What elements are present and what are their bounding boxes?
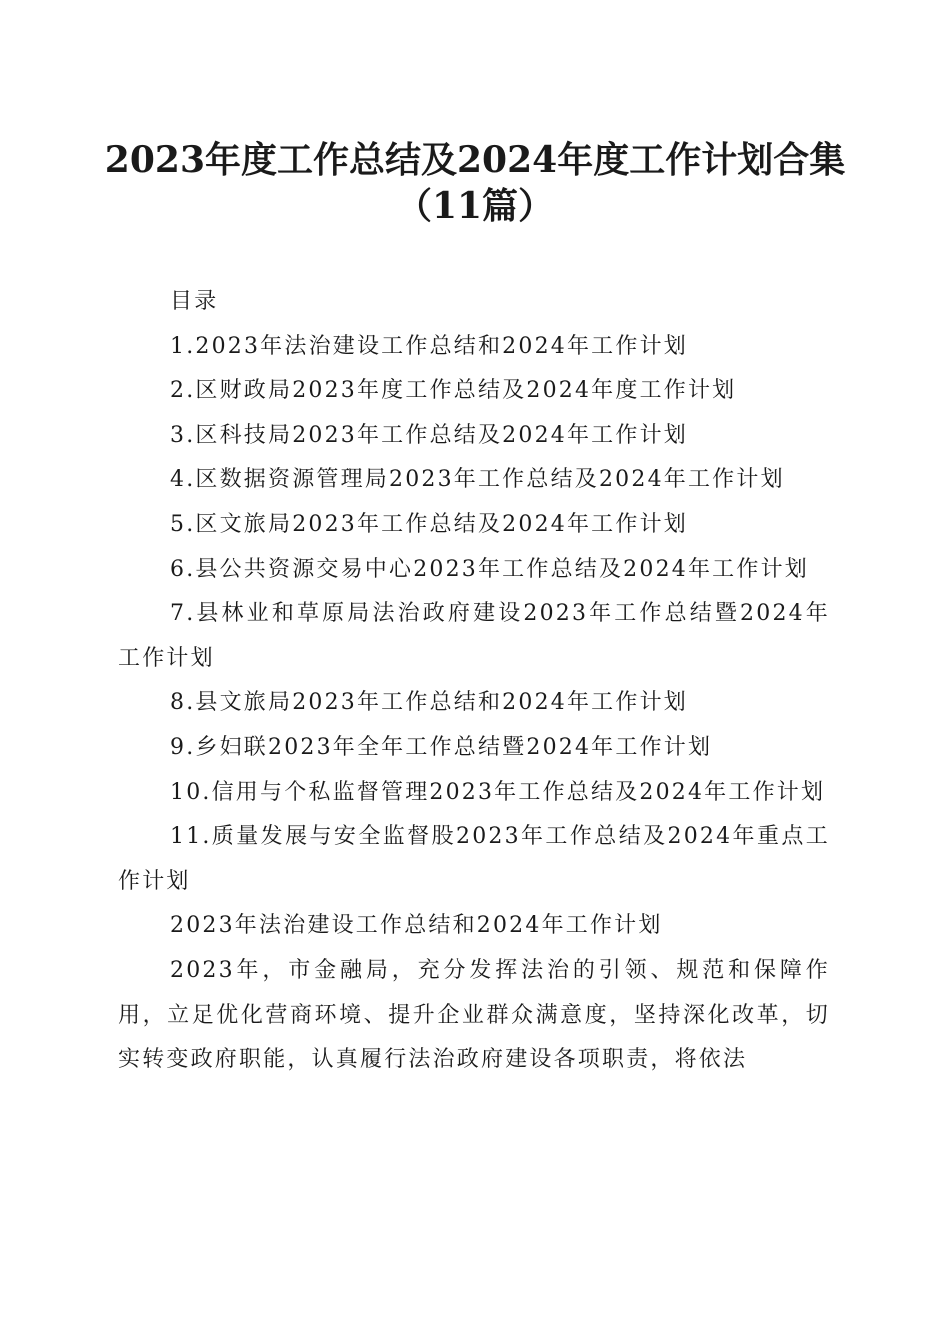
toc-item: 8.县文旅局2023年工作总结和2024年工作计划 (170, 690, 688, 716)
toc-item: 6.县公共资源交易中心2023年工作总结及2024年工作计划 (170, 556, 809, 582)
section-title: 2023年法治建设工作总结和2024年工作计划 (170, 913, 663, 939)
document-body (118, 280, 830, 1083)
toc-heading: 目录 (170, 289, 219, 314)
document-title: 2023年度工作总结及2024年度工作计划合集 (104, 139, 846, 181)
toc-item: 1.2023年法治建设工作总结和2024年工作计划 (170, 333, 688, 359)
body-paragraph: 2023年，市金融局，充分发挥法治的引领、规范和保障作用，立足优化营商环境、提升企业群众满意度，坚持深化改革，切实转变政府职能，认真履行法治政府建设各项职责，将依法 (118, 957, 830, 1073)
toc-item: 11.质量发展与安全监督股2023年工作总结及2024年重点工作计划 (118, 824, 830, 894)
toc-item: 7.县林业和草原局法治政府建设2023年工作总结暨2024年工作计划 (118, 601, 830, 671)
toc-item: 10.信用与个私监督管理2023年工作总结及2024年工作计划 (170, 779, 826, 805)
toc-item: 3.区科技局2023年工作总结及2024年工作计划 (170, 422, 688, 448)
toc-item: 5.区文旅局2023年工作总结及2024年工作计划 (170, 511, 688, 537)
toc-item: 9.乡妇联2023年全年工作总结暨2024年工作计划 (170, 734, 713, 760)
toc-item: 2.区财政局2023年度工作总结及2024年度工作计划 (170, 378, 737, 404)
toc-item: 4.区数据资源管理局2023年工作总结及2024年工作计划 (170, 467, 785, 493)
document-title-count: （11篇） (395, 185, 555, 227)
